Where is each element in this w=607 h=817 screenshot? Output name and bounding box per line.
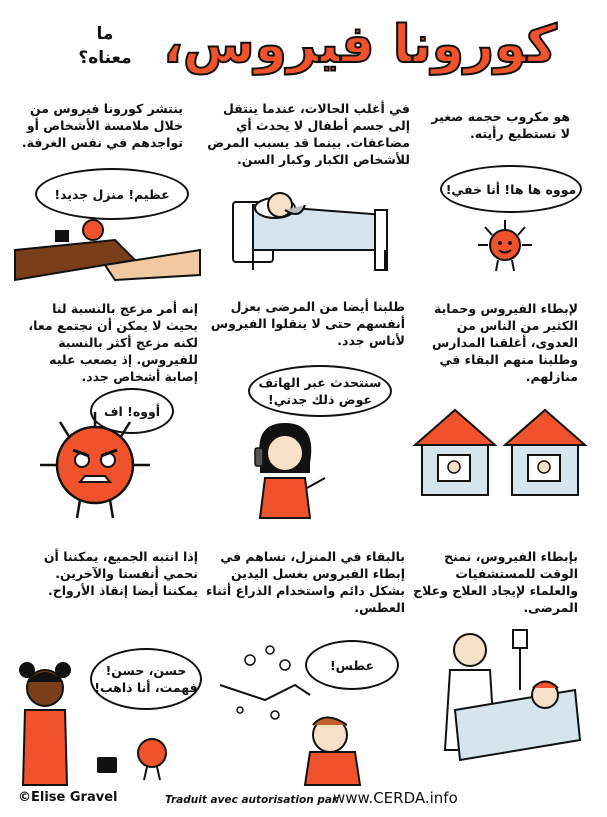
panel-5-bubble-text: سنتحدث عبر الهاتف عوض ذلك جدتي! bbox=[258, 375, 382, 407]
panel-5-speech-bubble bbox=[248, 365, 392, 417]
hospital-bed-illustration bbox=[415, 620, 585, 780]
panel-1-bubble-text: مووه ها ها! أنا خفي! bbox=[445, 181, 577, 197]
panel-6-text: إنه أمر مزعج بالنسبة لنا بحيث لا يمكن أن نجتمع معا، لكنه مزعج أكثر بالنسبة للفيروس. إذ يصعب عليه إصابة أشخاص جدد. bbox=[28, 301, 198, 384]
panel-8-text: بالبقاء في المنزل، نساهم في إبطاء الفيروس بغسل اليدين بشكل دائم واستخدام الذراع أثناء العطس. bbox=[206, 549, 405, 615]
girl-illustration bbox=[15, 660, 75, 785]
panel-3-speech-bubble bbox=[35, 168, 189, 220]
panel-1-text: هو مكروب حجمه صغير لا نستطيع رأيته. bbox=[431, 109, 570, 141]
translation-credit: Traduit avec autorisation par bbox=[165, 794, 338, 806]
panel-1-speech-bubble bbox=[440, 165, 582, 213]
page-title: كورونا فيروس، bbox=[163, 15, 557, 75]
panel-9-bubble-text: حسن، حسن! فهمت، أنا ذاهب! bbox=[94, 663, 198, 695]
panel-9-speech-bubble bbox=[90, 648, 202, 710]
small-virus-icon bbox=[470, 215, 540, 275]
bed-with-grandpa-illustration bbox=[225, 180, 400, 280]
panel-6-bubble-text: أووه! اف bbox=[103, 403, 161, 419]
site-link[interactable]: www.CERDA.info bbox=[333, 789, 458, 807]
panel-3-text: ينتشر كورونا فيروس من خلال ملامسة الأشخاص أو تواجدهم في نفس الغرفة. bbox=[21, 101, 183, 150]
page-subtitle: ما معناه؟ bbox=[78, 24, 132, 68]
panel-5-text: طلبنا أيضا من المرضى بعزل أنفسهم حتى لا ينقلوا الفيروس لأناس جدد. bbox=[210, 299, 405, 348]
panel-7-text: بإبطاء الفيروس، نمنح الوقت للمستشفيات والعلماء لإيجاد العلاج وعلاج المرضى. bbox=[413, 549, 578, 615]
handshake-with-virus-illustration bbox=[15, 220, 205, 290]
panel-9-text: إذا انتبه الجميع، يمكننا أن نحمي أنفسنا والآخرين. يمكننا أيضا إنقاذ الأرواح. bbox=[43, 549, 198, 598]
author-credit: ©Elise Gravel bbox=[18, 790, 118, 805]
woman-on-phone-illustration bbox=[235, 418, 335, 518]
virus-with-suitcase-icon bbox=[92, 725, 182, 785]
panel-8-bubble-text: عطس! bbox=[329, 657, 375, 673]
panel-3-bubble-text: عظيم! منزل جديد! bbox=[54, 186, 170, 202]
houses-illustration bbox=[410, 405, 585, 500]
handwashing-and-sneeze-illustration bbox=[215, 640, 405, 785]
angry-virus-icon bbox=[25, 410, 165, 520]
panel-2-text: في أغلب الحالات، عندما ينتقل إلى جسم أطفال لا يحدث أي مضاعفات. بينما قد يسبب المرض للأشخاص الكبار وكبار السن. bbox=[207, 101, 410, 167]
panel-4-text: لإبطاء الفيروس وحماية الكثير من الناس من العدوى، أغلقنا المدارس وطلبنا منهم البقاء في منازلهم. bbox=[432, 301, 578, 384]
